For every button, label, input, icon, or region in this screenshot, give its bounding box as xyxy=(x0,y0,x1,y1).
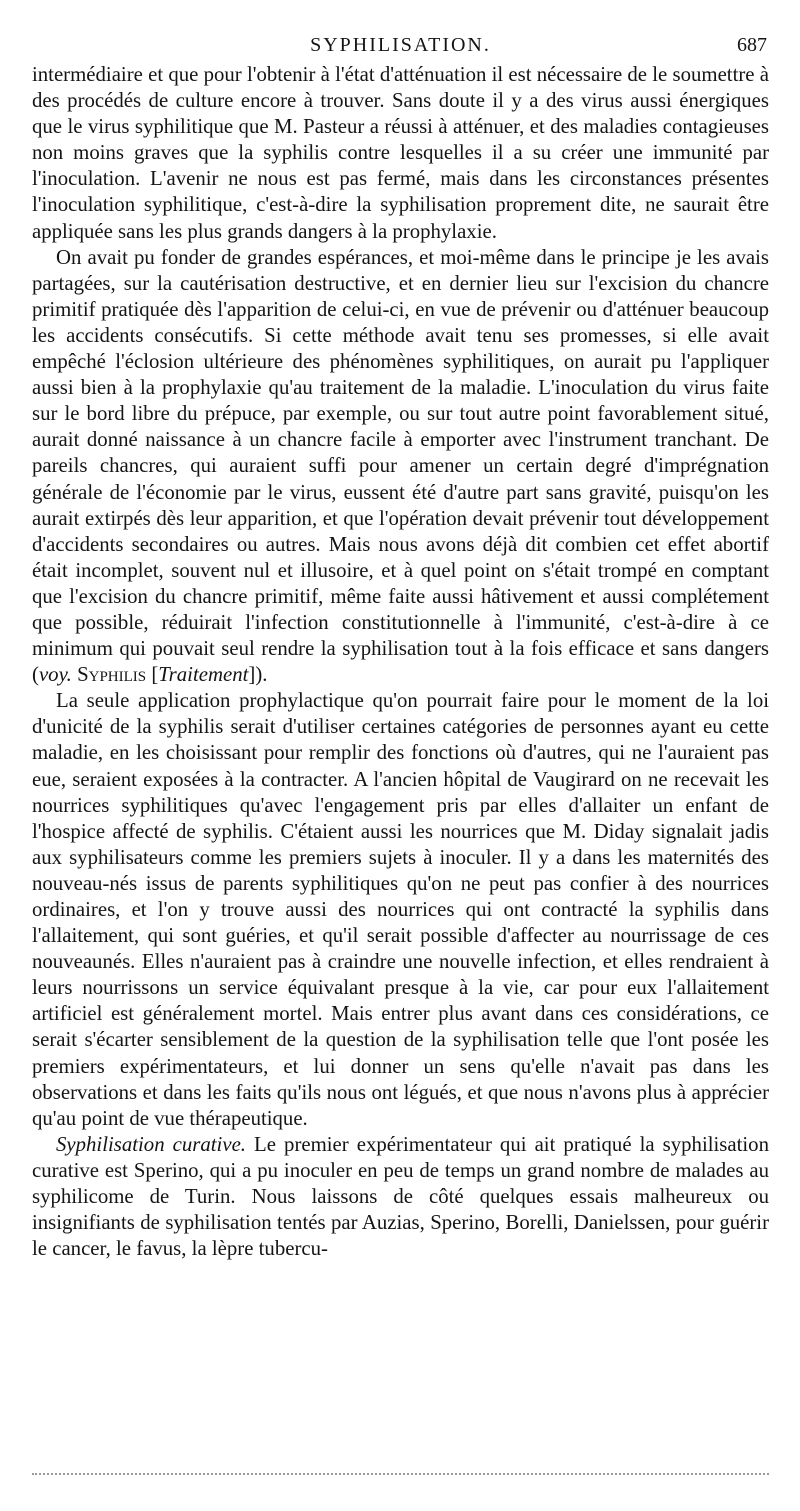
running-title: SYPHILISATION. xyxy=(310,34,491,56)
voy-abbreviation: voy. xyxy=(38,663,72,687)
cross-reference-syphilis: Syphilis xyxy=(77,663,147,687)
cross-reference-traitement: Traitement xyxy=(158,663,249,687)
running-head xyxy=(32,30,769,60)
paragraph-4-text: Le premier expérimentateur qui ait pratiqué la syphilisation curative est Sperino, qui a pu inoculer en peu de temps un grand nombre de malades au syphilicome de Turin. Nous laissons de côté quelques essais malheureux ou insignifiants de syphilisation tentés par Auzias, Sperino, Borelli, Danielssen, pour guérir le cancer, le favus, la lèpre tubercu- xyxy=(32,1132,769,1261)
body-text xyxy=(32,62,769,1262)
paragraph-3: La seule application prophylactique qu'on pourrait faire pour le moment de la loi d'unicité de la syphilis serait d'utiliser certaines catégories de personnes ayant eu cette maladie, en les choisissant pour remplir des fonctions où d'autres, qui ne l'auraient pas eue, seraient exposées à la contracter. A l'ancien hôpital de Vaugirard on ne recevait les nourrices syphilitiques qu'avec l'engagement pris par elles d'allaiter un enfant de l'hospice affecté de syphilis. C'étaient aussi les nourrices que M. Diday signalait jadis aux syphilisateurs comme les premiers sujets à inoculer. Il y a dans les maternités des nouveau-nés issus de parents syphilitiques qu'on ne peut pas confier à des nourrices ordinaires, et l'on y trouve aussi des nourrices qui ont contracté la syphilis dans l'allaitement, qui sont guéries, et qu'il serait possible d'affecter au nourrissage de ces nouveaunés. Elles n'auraient pas à craindre une nouvelle infection, et elles rendraient à leurs nourrissons un service équivalant presque à la vie, car pour eux l'allaitement artificiel est généralement mortel. Mais entrer plus avant dans ces considérations, ce serait s'écarter sensiblement de la question de la syphilisation telle que l'ont posée les premiers expérimentateurs, et lui donner un sens qu'elle n'avait pas dans les observations et dans les faits qu'ils nous ont légués, et que nous n'avons plus à apprécier qu'au point de vue thérapeutique. xyxy=(32,689,769,1130)
section-lead-syphilisation-curative: Syphilisation curative. xyxy=(56,1132,246,1156)
paragraph-2 xyxy=(32,245,769,689)
page xyxy=(32,0,769,1511)
page-number: 687 xyxy=(737,34,767,56)
paragraph-2-text: On avait pu fonder de grandes espérances, et moi-même dans le principe je les avais partagées, sur la cautérisation destructive, et en dernier lieu sur l'excision du chancre primitif pratiquée dès l'apparition de celui-ci, en vue de prévenir ou d'atténuer beaucoup les accidents consécutifs. Si cette méthode avait tenu ses promesses, si elle avait empêché l'éclosion ultérieure des phénomènes syphilitiques, on aurait pu l'appliquer aussi bien à la prophylaxie qu'au traitement de la maladie. L'inoculation du virus faite sur le bord libre du prépuce, par exemple, ou sur tout autre point favorablement situé, aurait donné naissance à un chancre facile à emporter avec l'instrument tranchant. De pareils chancres, qui auraient suffi pour amener un certain degré d'imprégnation générale de l'économie par le virus, eussent été d'autre part sans gravité, puisqu'on les aurait extirpés dès leur apparition, et que l'opération devait prévenir tout développement d'accidents secondaires ou autres. Mais nous avons déjà dit combien cet effet abortif était incomplet, souvent nul et illusoire, et à quel point on s'était trompé en comptant que l'excision du chancre primitif, même faite aussi hâtivement et aussi complétement que possible, réduirait l'infection constitutionnelle à l'immunité, c'est-à-dire à ce minimum qui pouvait seul rendre la syphilisation tout à la fois efficace et sans dangers ( xyxy=(32,245,769,687)
footer-dotted-rule xyxy=(32,1473,769,1475)
bracket-open: [ xyxy=(146,663,159,687)
bracket-close: ]). xyxy=(248,663,268,687)
paragraph-4 xyxy=(32,1132,769,1262)
paragraph-1: intermédiaire et que pour l'obtenir à l'état d'atténuation il est nécessaire de le soumettre à des procédés de culture encore à trouver. Sans doute il y a des virus aussi énergiques que le virus syphilitique que M. Pasteur a réussi à atténuer, et des maladies contagieuses non moins graves que la syphilis contre lesquelles il a su créer une immunité par l'inoculation. L'avenir ne nous est pas fermé, mais dans les circonstances présentes l'inoculation syphilitique, c'est-à-dire la syphilisation proprement dite, ne saurait être appliquée sans les plus grands dangers à la prophylaxie. xyxy=(32,63,769,243)
